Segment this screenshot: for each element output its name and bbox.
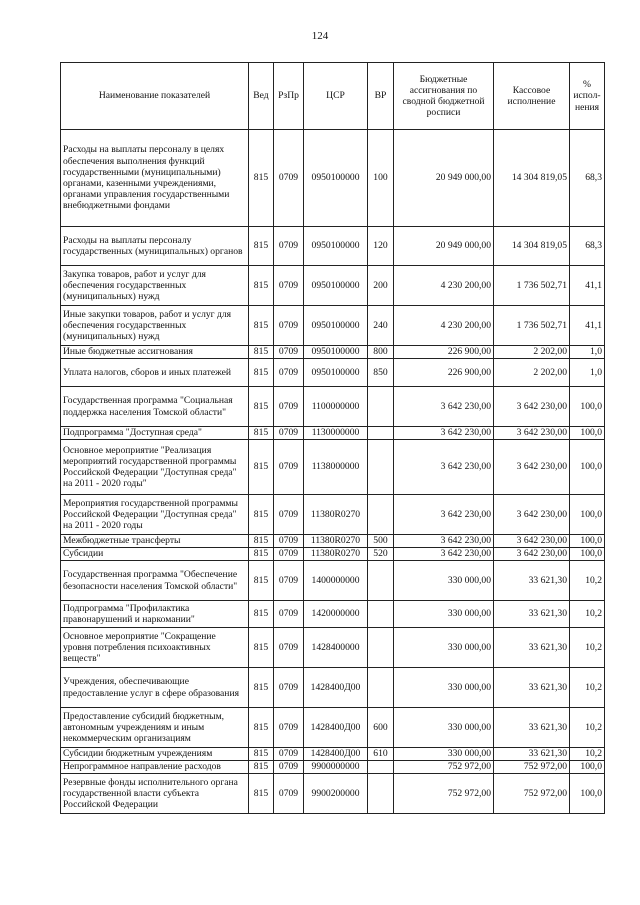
cell-percent: 100,0	[570, 495, 605, 535]
cell-vr: 500	[368, 535, 394, 548]
cell-ved: 815	[249, 495, 274, 535]
cell-cash: 33 621,30	[494, 708, 570, 748]
table-row	[61, 306, 605, 346]
cell-rzpr: 0709	[274, 440, 304, 495]
cell-csr: 1428400Д00	[304, 708, 368, 748]
cell-cash: 752 972,00	[494, 761, 570, 774]
cell-vr	[368, 495, 394, 535]
cell-ved: 815	[249, 561, 274, 601]
cell-vr	[368, 561, 394, 601]
cell-percent: 100,0	[570, 761, 605, 774]
cell-rzpr: 0709	[274, 668, 304, 708]
cell-vr	[368, 774, 394, 814]
cell-cash: 3 642 230,00	[494, 387, 570, 427]
cell-csr: 1428400000	[304, 628, 368, 668]
cell-budget: 752 972,00	[394, 774, 494, 814]
cell-csr: 0950100000	[304, 227, 368, 266]
table-row	[61, 561, 605, 601]
cell-budget: 4 230 200,00	[394, 266, 494, 306]
cell-cash: 3 642 230,00	[494, 548, 570, 561]
cell-cash: 33 621,30	[494, 628, 570, 668]
cell-cash: 2 202,00	[494, 346, 570, 359]
cell-budget: 226 900,00	[394, 346, 494, 359]
cell-percent: 1,0	[570, 359, 605, 387]
cell-percent: 10,2	[570, 561, 605, 601]
cell-ved: 815	[249, 266, 274, 306]
cell-ved: 815	[249, 346, 274, 359]
cell-percent: 100,0	[570, 535, 605, 548]
table-row	[61, 266, 605, 306]
cell-cash: 3 642 230,00	[494, 440, 570, 495]
cell-vr	[368, 628, 394, 668]
cell-ved: 815	[249, 708, 274, 748]
cell-budget: 20 949 000,00	[394, 130, 494, 227]
header-vr: ВР	[368, 63, 394, 130]
cell-name: Предоставление субсидий бюджетным, автономным учреждениям и иным некоммерческим организациям	[61, 708, 249, 748]
header-cash: Кассовое исполнение	[494, 63, 570, 130]
table-row	[61, 495, 605, 535]
header-name: Наименование показателей	[61, 63, 249, 130]
page-number: 124	[311, 30, 329, 42]
table-row	[61, 761, 605, 774]
cell-ved: 815	[249, 601, 274, 628]
cell-ved: 815	[249, 306, 274, 346]
cell-name: Основное мероприятие "Реализация мероприятий государственной программы Российской Федерации "Доступная среда" на 2011 - 2020 годы"	[61, 440, 249, 495]
header-budget: Бюджетные ассигнования по сводной бюджетной росписи	[394, 63, 494, 130]
cell-percent: 100,0	[570, 774, 605, 814]
cell-cash: 3 642 230,00	[494, 495, 570, 535]
cell-budget: 4 230 200,00	[394, 306, 494, 346]
cell-percent: 1,0	[570, 346, 605, 359]
cell-rzpr: 0709	[274, 535, 304, 548]
cell-cash: 3 642 230,00	[494, 427, 570, 440]
cell-name: Иные закупки товаров, работ и услуг для обеспечения государственных (муниципальных) нужд	[61, 306, 249, 346]
cell-budget: 330 000,00	[394, 708, 494, 748]
table-row	[61, 346, 605, 359]
cell-rzpr: 0709	[274, 346, 304, 359]
cell-name: Государственная программа "Социальная поддержка населения Томской области"	[61, 387, 249, 427]
cell-vr: 120	[368, 227, 394, 266]
cell-percent: 100,0	[570, 440, 605, 495]
cell-rzpr: 0709	[274, 266, 304, 306]
table-row	[61, 548, 605, 561]
cell-ved: 815	[249, 748, 274, 761]
cell-csr: 0950100000	[304, 266, 368, 306]
cell-budget: 330 000,00	[394, 628, 494, 668]
cell-csr: 0950100000	[304, 130, 368, 227]
cell-cash: 752 972,00	[494, 774, 570, 814]
cell-rzpr: 0709	[274, 561, 304, 601]
table-row	[61, 427, 605, 440]
cell-rzpr: 0709	[274, 227, 304, 266]
cell-cash: 33 621,30	[494, 561, 570, 601]
cell-budget: 3 642 230,00	[394, 535, 494, 548]
cell-vr: 610	[368, 748, 394, 761]
cell-csr: 1400000000	[304, 561, 368, 601]
cell-csr: 11380R0270	[304, 535, 368, 548]
cell-budget: 3 642 230,00	[394, 427, 494, 440]
cell-rzpr: 0709	[274, 495, 304, 535]
cell-budget: 330 000,00	[394, 668, 494, 708]
cell-ved: 815	[249, 130, 274, 227]
cell-vr: 800	[368, 346, 394, 359]
cell-csr: 1428400Д00	[304, 668, 368, 708]
cell-vr	[368, 761, 394, 774]
cell-percent: 10,2	[570, 628, 605, 668]
cell-vr: 600	[368, 708, 394, 748]
cell-percent: 41,1	[570, 306, 605, 346]
cell-name: Подпрограмма "Профилактика правонарушений и наркомании"	[61, 601, 249, 628]
header-percent: % испол-нения	[570, 63, 605, 130]
cell-rzpr: 0709	[274, 601, 304, 628]
cell-cash: 33 621,30	[494, 748, 570, 761]
cell-name: Субсидии	[61, 548, 249, 561]
cell-rzpr: 0709	[274, 708, 304, 748]
cell-csr: 1100000000	[304, 387, 368, 427]
cell-cash: 14 304 819,05	[494, 227, 570, 266]
header-row	[61, 63, 605, 130]
cell-cash: 1 736 502,71	[494, 306, 570, 346]
cell-name: Основное мероприятие "Сокращение уровня потребления психоактивных веществ"	[61, 628, 249, 668]
cell-cash: 33 621,30	[494, 668, 570, 708]
cell-csr: 9900200000	[304, 774, 368, 814]
cell-cash: 33 621,30	[494, 601, 570, 628]
cell-rzpr: 0709	[274, 748, 304, 761]
cell-csr: 1428400Д00	[304, 748, 368, 761]
cell-percent: 68,3	[570, 130, 605, 227]
header-rzpr: РзПр	[274, 63, 304, 130]
cell-percent: 10,2	[570, 708, 605, 748]
cell-name: Учреждения, обеспечивающие предоставление услуг в сфере образования	[61, 668, 249, 708]
cell-vr	[368, 427, 394, 440]
cell-ved: 815	[249, 761, 274, 774]
table-row	[61, 668, 605, 708]
cell-name: Иные бюджетные ассигнования	[61, 346, 249, 359]
cell-name: Расходы на выплаты персоналу государственных (муниципальных) органов	[61, 227, 249, 266]
cell-ved: 815	[249, 440, 274, 495]
cell-rzpr: 0709	[274, 774, 304, 814]
table-row	[61, 227, 605, 266]
cell-csr: 1138000000	[304, 440, 368, 495]
cell-cash: 3 642 230,00	[494, 535, 570, 548]
cell-rzpr: 0709	[274, 387, 304, 427]
cell-name: Субсидии бюджетным учреждениям	[61, 748, 249, 761]
cell-name: Резервные фонды исполнительного органа государственной власти субъекта Российской Федерации	[61, 774, 249, 814]
cell-budget: 3 642 230,00	[394, 548, 494, 561]
cell-csr: 0950100000	[304, 346, 368, 359]
cell-vr	[368, 440, 394, 495]
table-row	[61, 748, 605, 761]
cell-name: Государственная программа "Обеспечение безопасности населения Томской области"	[61, 561, 249, 601]
table-row	[61, 708, 605, 748]
cell-name: Мероприятия государственной программы Российской Федерации "Доступная среда" на 2011 - 2020 годы	[61, 495, 249, 535]
cell-rzpr: 0709	[274, 130, 304, 227]
cell-name: Уплата налогов, сборов и иных платежей	[61, 359, 249, 387]
cell-percent: 68,3	[570, 227, 605, 266]
cell-percent: 10,2	[570, 601, 605, 628]
cell-csr: 1130000000	[304, 427, 368, 440]
cell-rzpr: 0709	[274, 628, 304, 668]
cell-ved: 815	[249, 535, 274, 548]
cell-vr: 850	[368, 359, 394, 387]
cell-budget: 330 000,00	[394, 561, 494, 601]
cell-cash: 14 304 819,05	[494, 130, 570, 227]
cell-ved: 815	[249, 359, 274, 387]
cell-vr: 100	[368, 130, 394, 227]
cell-ved: 815	[249, 548, 274, 561]
cell-name: Межбюджетные трансферты	[61, 535, 249, 548]
cell-csr: 9900000000	[304, 761, 368, 774]
cell-cash: 1 736 502,71	[494, 266, 570, 306]
table-body	[61, 130, 605, 814]
cell-percent: 41,1	[570, 266, 605, 306]
cell-budget: 3 642 230,00	[394, 387, 494, 427]
cell-ved: 815	[249, 774, 274, 814]
cell-csr: 0950100000	[304, 306, 368, 346]
cell-percent: 10,2	[570, 668, 605, 708]
cell-percent: 100,0	[570, 427, 605, 440]
table-row	[61, 387, 605, 427]
cell-percent: 100,0	[570, 387, 605, 427]
table-row	[61, 359, 605, 387]
cell-ved: 815	[249, 668, 274, 708]
cell-name: Расходы на выплаты персоналу в целях обеспечения выполнения функций государственными (муниципальными) органами, казенными учреждениями, органами управления государственными внебюджетными фондами	[61, 130, 249, 227]
cell-percent: 10,2	[570, 748, 605, 761]
cell-name: Закупка товаров, работ и услуг для обеспечения государственных (муниципальных) нужд	[61, 266, 249, 306]
cell-csr: 0950100000	[304, 359, 368, 387]
budget-table	[60, 62, 605, 814]
cell-name: Непрограммное направление расходов	[61, 761, 249, 774]
cell-csr: 11380R0270	[304, 548, 368, 561]
table-row	[61, 628, 605, 668]
cell-ved: 815	[249, 628, 274, 668]
cell-budget: 330 000,00	[394, 601, 494, 628]
cell-ved: 815	[249, 427, 274, 440]
cell-budget: 3 642 230,00	[394, 495, 494, 535]
table-row	[61, 535, 605, 548]
cell-ved: 815	[249, 227, 274, 266]
cell-name: Подпрограмма "Доступная среда"	[61, 427, 249, 440]
cell-budget: 226 900,00	[394, 359, 494, 387]
cell-cash: 2 202,00	[494, 359, 570, 387]
table-row	[61, 774, 605, 814]
cell-vr: 520	[368, 548, 394, 561]
table-header	[61, 63, 605, 130]
header-ved: Вед	[249, 63, 274, 130]
cell-vr: 240	[368, 306, 394, 346]
cell-rzpr: 0709	[274, 306, 304, 346]
header-csr: ЦСР	[304, 63, 368, 130]
cell-csr: 1420000000	[304, 601, 368, 628]
table-row	[61, 440, 605, 495]
cell-percent: 100,0	[570, 548, 605, 561]
cell-vr	[368, 668, 394, 708]
cell-budget: 3 642 230,00	[394, 440, 494, 495]
cell-rzpr: 0709	[274, 359, 304, 387]
cell-rzpr: 0709	[274, 761, 304, 774]
cell-vr	[368, 387, 394, 427]
cell-budget: 752 972,00	[394, 761, 494, 774]
table-row	[61, 601, 605, 628]
cell-rzpr: 0709	[274, 427, 304, 440]
cell-csr: 11380R0270	[304, 495, 368, 535]
cell-budget: 20 949 000,00	[394, 227, 494, 266]
cell-budget: 330 000,00	[394, 748, 494, 761]
cell-rzpr: 0709	[274, 548, 304, 561]
cell-ved: 815	[249, 387, 274, 427]
cell-vr	[368, 601, 394, 628]
table-row	[61, 130, 605, 227]
cell-vr: 200	[368, 266, 394, 306]
